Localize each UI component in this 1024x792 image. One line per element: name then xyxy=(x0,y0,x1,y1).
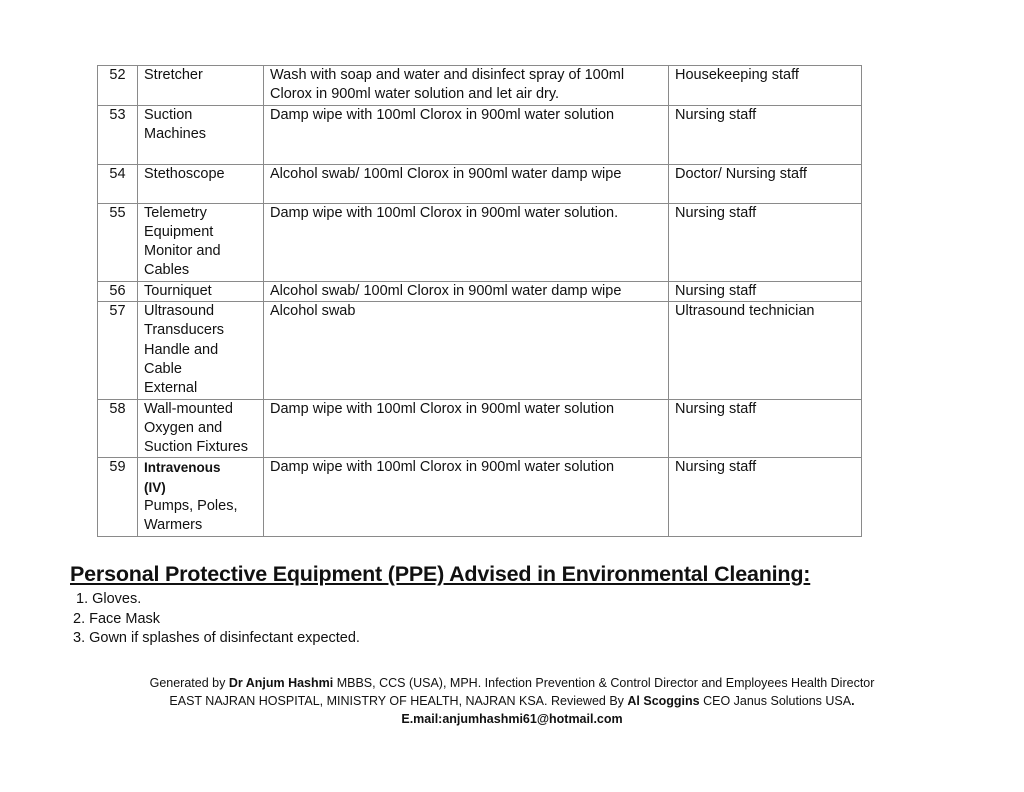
staff-cell: Doctor/ Nursing staff xyxy=(669,164,862,203)
row-number: 56 xyxy=(98,281,138,301)
item-line: External xyxy=(144,380,198,397)
staff-cell: Nursing staff xyxy=(669,458,862,536)
item-line: Stretcher xyxy=(144,67,203,83)
method-cell: Alcohol swab/ 100ml Clorox in 900ml water damp wipe xyxy=(264,164,669,203)
item-line: Pumps, Poles, xyxy=(144,498,238,515)
item-line: Suction xyxy=(144,106,193,123)
footer-credentials: MBBS, CCS (USA), MPH. Infection Prevention & Control Director and Employees Health Director xyxy=(333,676,875,690)
item-line: Suction Fixtures xyxy=(144,439,248,456)
item-cell xyxy=(138,458,264,536)
item-line: Cables xyxy=(144,262,190,279)
footer-period: . xyxy=(851,694,855,708)
item-line: Tourniquet xyxy=(144,282,212,299)
row-number: 57 xyxy=(98,302,138,399)
staff-cell: Nursing staff xyxy=(669,105,862,164)
ppe-item-gloves: 1. Gloves. xyxy=(76,591,142,607)
ppe-heading: Personal Protective Equipment (PPE) Advised in Environmental Cleaning: xyxy=(70,562,811,586)
row-number: 59 xyxy=(98,458,138,536)
item-cell xyxy=(138,203,264,281)
row-number: 52 xyxy=(98,66,138,106)
item-cell xyxy=(138,164,264,203)
table-row xyxy=(98,302,862,399)
item-cell xyxy=(138,66,264,106)
item-line: Machines xyxy=(144,125,207,142)
table-row xyxy=(98,105,862,164)
footer-reviewer: Al Scoggins xyxy=(627,694,700,708)
footer-hospital: EAST NAJRAN HOSPITAL, MINISTRY OF HEALTH, NAJRAN KSA. Reviewed By xyxy=(169,694,628,708)
footer-email[interactable]: E.mail:anjumhashmi61@hotmail.com xyxy=(401,712,623,726)
item-line: Equipment xyxy=(144,223,214,240)
table-row xyxy=(98,458,862,536)
staff-cell: Nursing staff xyxy=(669,203,862,281)
table-row xyxy=(98,281,862,301)
method-cell: Alcohol swab/ 100ml Clorox in 900ml water damp wipe xyxy=(264,281,669,301)
footer-prefix: Generated by xyxy=(149,676,229,690)
item-line: Telemetry xyxy=(144,204,207,221)
footer-line-3 xyxy=(0,710,1024,728)
item-cell xyxy=(138,302,264,399)
item-line: Warmers xyxy=(144,517,203,534)
item-line: Ultrasound xyxy=(144,303,215,320)
ppe-item-gown: 3. Gown if splashes of disinfectant expected. xyxy=(73,630,360,646)
table-row xyxy=(98,164,862,203)
ppe-list xyxy=(73,590,360,649)
item-line: Oxygen and xyxy=(144,419,223,436)
staff-cell: Nursing staff xyxy=(669,399,862,458)
cleaning-table xyxy=(97,65,862,537)
footer-author: Dr Anjum Hashmi xyxy=(228,676,334,690)
item-cell xyxy=(138,105,264,164)
row-number: 58 xyxy=(98,399,138,458)
item-line: Monitor and xyxy=(144,243,221,260)
item-cell xyxy=(138,399,264,458)
method-cell: Damp wipe with 100ml Clorox in 900ml water solution xyxy=(264,105,669,164)
staff-cell: Nursing staff xyxy=(669,281,862,301)
footer-line-2 xyxy=(0,692,1024,710)
method-cell: Wash with soap and water and disinfect spray of 100ml Clorox in 900ml water solution and let air dry. xyxy=(264,66,669,106)
item-line-bold: Intravenous xyxy=(144,460,221,476)
row-number: 55 xyxy=(98,203,138,281)
staff-cell: Ultrasound technician xyxy=(669,302,862,399)
item-line: Wall-mounted xyxy=(144,400,233,417)
footer-line-1 xyxy=(0,674,1024,692)
row-number: 53 xyxy=(98,105,138,164)
method-cell: Damp wipe with 100ml Clorox in 900ml water solution xyxy=(264,399,669,458)
table-row xyxy=(98,203,862,281)
item-line: Cable xyxy=(144,360,182,377)
footer xyxy=(0,674,1024,728)
method-cell: Damp wipe with 100ml Clorox in 900ml water solution xyxy=(264,458,669,536)
staff-cell: Housekeeping staff xyxy=(669,66,862,106)
row-number: 54 xyxy=(98,164,138,203)
table-row xyxy=(98,66,862,106)
footer-reviewer-title: CEO Janus Solutions USA xyxy=(699,694,852,708)
table-row xyxy=(98,399,862,458)
item-line: Stethoscope xyxy=(144,165,225,182)
method-cell: Alcohol swab xyxy=(264,302,669,399)
item-line-bold: (IV) xyxy=(144,479,166,495)
ppe-item-face-mask: 2. Face Mask xyxy=(73,610,161,627)
item-cell xyxy=(138,281,264,301)
item-line: Handle and xyxy=(144,341,219,358)
method-cell: Damp wipe with 100ml Clorox in 900ml water solution. xyxy=(264,203,669,281)
item-line: Transducers xyxy=(144,322,225,339)
